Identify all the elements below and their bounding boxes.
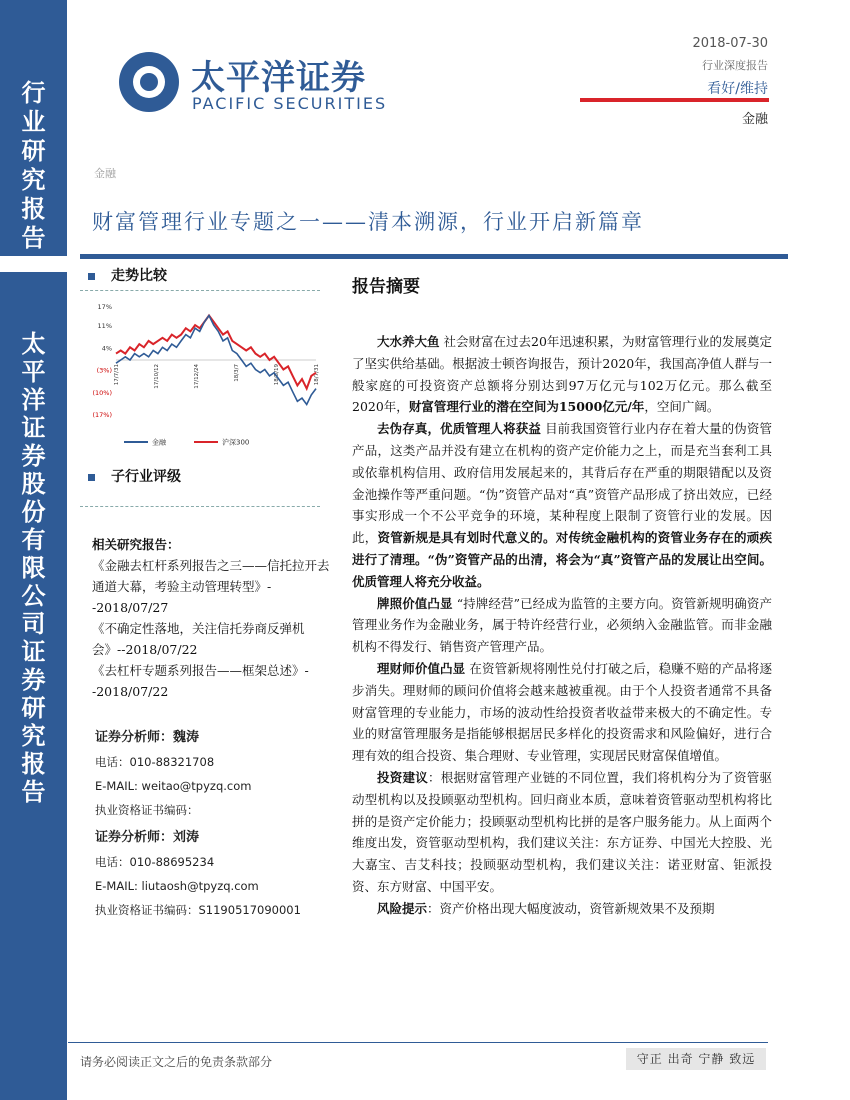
y-tick-label: 17% <box>97 303 112 311</box>
motto: 守正 出奇 宁静 致远 <box>626 1048 766 1070</box>
paragraph: 去伪存真，优质管理人将获益 目前我国资管行业内存在着大量的伪资管产品，这类产品并没有建立在机构的资产定价能力之上，而是充当套利工具或依靠机构信用、政府信用发展起来的，其背后存在严重的期限错配以及资金池操作等严重问题。“伪”资管产品对“真”资管产品形成了挤出效应，已经事实形成一个不公平竞争的环境，某种程度上限制了资管行业的发展。因此，资管新规是具有划时代意义的。对传统金融机构的资管业务存在的顽疾进行了清理。“伪”资管产品的出清，将会为“真”资管产品的发展让出空间。优质管理人将充分收益。 <box>352 421 772 589</box>
analyst-cert: 执业资格证书编码： <box>95 803 199 817</box>
logo-text-cn: 太平洋证券 <box>191 58 366 98</box>
bullet-square-icon <box>88 474 95 481</box>
y-tick-label: 11% <box>97 322 112 331</box>
report-type: 行业深度报告 <box>702 59 768 72</box>
paragraph: 大水养大鱼 社会财富在过去20年迅速积累，为财富管理行业的发展奠定了坚实供给基础。根据波士顿咨询报告，预计2020年，我国高净值人群与一般家庭的可投资资产总额将分别达到97万亿元与102万亿元。那么截至2020年，财富管理行业的潜在空间为15000亿元/年，空间广阔。 <box>352 334 772 415</box>
sector-label-left: 金融 <box>94 167 116 180</box>
sidebar-top-text: 行 业 研 究 报 告 <box>21 78 46 252</box>
sector-label: 金融 <box>741 112 768 127</box>
y-tick-label: (17%) <box>92 411 112 419</box>
x-tick-label: 17/7/31 <box>114 364 120 386</box>
divider <box>80 506 320 507</box>
disclaimer-note: 请务必阅读正文之后的免责条款部分 <box>80 1055 273 1069</box>
y-tick-label: (10%) <box>92 388 112 397</box>
x-tick-label: 18/5/19 <box>274 364 280 386</box>
legend-label: 金融 <box>152 438 166 447</box>
red-divider <box>580 98 769 102</box>
paragraph: 风险提示：资产价格出现大幅度波动，资管新规效果不及预期 <box>377 900 715 916</box>
trend-heading: 走势比较 <box>88 265 167 285</box>
summary-body <box>352 331 772 920</box>
analyst-name: 证券分析师：刘涛 <box>95 830 200 845</box>
related-heading: 相关研究报告： <box>92 537 180 552</box>
analyst-block <box>95 826 301 922</box>
divider <box>80 290 320 291</box>
x-tick-label: 17/12/24 <box>194 364 200 389</box>
x-tick-label: 18/3/7 <box>234 364 240 382</box>
logo-mark-icon <box>86 18 196 142</box>
page-title: 财富管理行业专题之一——清本溯源，行业开启新篇章 <box>92 210 644 234</box>
x-tick-label: 17/10/12 <box>154 364 160 389</box>
analyst-phone: 电话：010-88321708 <box>95 755 215 769</box>
title-divider <box>80 254 788 259</box>
related-item[interactable]: 《不确定性落地，关注信托券商反弹机会》--2018/07/22 <box>92 621 305 657</box>
related-item[interactable]: 《去杠杆专题系列报告——框架总述》--2018/07/22 <box>92 663 309 699</box>
paragraph: 投资建议：根据财富管理产业链的不同位置，我们将机构分为了资管驱动型机构以及投顾驱动型机构。回归商业本质，意味着资管驱动型机构将比拼的是资产定价能力；投顾驱动型机构比拼的是客户服务能力。从上面两个维度出发，资管驱动型机构，我们建议关注：东方证券、中国光大控股、光大嘉宝、吉艾科技；投顾驱动型机构，我们建议关注：诺亚财富、钜派投资、东方财富、中国平安。 <box>352 769 772 894</box>
paragraph: 牌照价值凸显 “持牌经营”已经成为监管的主要方向。资管新规明确资产管理业务作为金融业务，属于特许经营行业，必须纳入金融监管。而非金融机构不得发行、销售资产管理产品。 <box>352 595 772 655</box>
x-tick-label: 18/7/31 <box>314 364 320 386</box>
footer-divider <box>68 1042 768 1043</box>
sidebar-bottom-text: 太 平 洋 证 券 股 份 有 限 公 司 证 券 研 究 报 告 <box>21 329 46 806</box>
analyst-email[interactable]: E-MAIL: liutaosh@tpyzq.com <box>95 879 259 893</box>
trend-chart <box>86 296 322 456</box>
sub-rating-heading: 子行业评级 <box>88 466 181 486</box>
rating: 看好/维持 <box>707 81 768 97</box>
bullet-square-icon <box>88 273 95 280</box>
logo-text-en: PACIFIC SECURITIES <box>192 94 388 113</box>
related-item[interactable]: 《金融去杠杆系列报告之三——信托拉开去通道大幕，考验主动管理转型》--2018/07/27 <box>92 558 330 615</box>
y-tick-label: (3%) <box>96 366 112 375</box>
report-date: 2018-07-30 <box>692 36 768 51</box>
series-line <box>116 316 316 389</box>
analyst-phone: 电话：010-88695234 <box>95 855 215 869</box>
y-tick-label: 4% <box>101 344 112 353</box>
analyst-cert: 执业资格证书编码：S1190517090001 <box>95 903 301 917</box>
paragraph: 理财师价值凸显 在资管新规将刚性兑付打破之后，稳赚不赔的产品将逐步消失。理财师的顾问价值将会越来越被重视。由于个人投资者通常不具备财富管理的专业能力，市场的波动性给投资者收益带来极大的不确定性。专业的财富管理服务是指能够根据居民多样化的投资需求和风险偏好，进行合理有效的组合投资、集合理财、专业管理，实现居民财富保值增值。 <box>352 660 772 764</box>
legend-label: 沪深300 <box>222 438 250 447</box>
related-reports <box>92 534 332 702</box>
analyst-name: 证券分析师：魏涛 <box>95 730 200 745</box>
analyst-block <box>95 726 251 822</box>
analyst-email[interactable]: E-MAIL: weitao@tpyzq.com <box>95 779 252 793</box>
summary-heading: 报告摘要 <box>352 277 420 297</box>
